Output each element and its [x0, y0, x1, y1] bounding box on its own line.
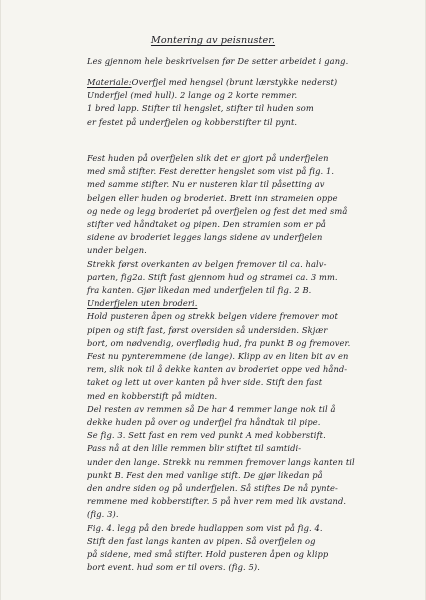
instruction-line: Del resten av remmen så De har 4 remmer lange nok til å	[87, 403, 336, 414]
instruction-line: med samme stifter. Nu er nusteren klar til påsetting av	[87, 179, 325, 190]
instruction-line: Pass nå at den lille remmen blir stiftet til samtidi-	[87, 443, 302, 454]
instruction-line: Fest nu pynteremmene (de lange). Klipp av en liten bit av en	[87, 351, 349, 362]
instruction-line: pipen og stift fast, først oversiden så undersiden. Skjær	[87, 324, 328, 335]
materials-section	[87, 76, 387, 129]
instruction-line: Se fig. 3. Sett fast en rem ved punkt A med kobberstift.	[87, 430, 326, 441]
materials-line	[87, 76, 387, 89]
instruction-line: Stift den fast langs kanten av pipen. Så overfjelen og	[87, 535, 316, 546]
instruction-line: Fest huden på overfjelen slik det er gjort på underfjelen	[87, 153, 329, 163]
instruction-line: stifter ved håndtaket og pipen. Den stramien som er på	[87, 219, 326, 230]
instruction-line: fra kanten. Gjør likedan med underfjelen til fig. 2 B.	[87, 285, 312, 296]
intro-paragraph	[87, 55, 387, 68]
instruction-line: bort event. hud som er til overs. (fig. 5).	[87, 562, 260, 573]
instruction-line: (fig. 3).	[87, 509, 119, 520]
intro-line: Les gjennom hele beskrivelsen før De setter arbeidet i gang.	[87, 56, 349, 66]
instruction-line: under den lange. Strekk nu remmen fremover langs kanten til	[87, 456, 355, 467]
materials-line: Underfjel (med hull). 2 lange og 2 korte remmer.	[87, 90, 298, 101]
instruction-line: taket og lett ut over kanten på hver side. Stift den fast	[87, 377, 323, 388]
page-title: Montering av peisnuster.	[150, 35, 276, 46]
instruction-line: Strekk først overkanten av belgen fremover til ca. halv-	[87, 258, 327, 269]
instructions-section	[87, 152, 387, 575]
materials-line: 1 bred lapp. Stifter til hengslet, stifter til huden som	[87, 103, 314, 114]
materials-line: er festet på underfjelen og kobberstifter til pynt.	[87, 116, 298, 127]
instruction-line: Hold pusteren åpen og strekk belgen videre fremover mot	[87, 311, 338, 322]
instruction-line: rem, slik nok til å dekke kanten av broderiet oppe ved hånd-	[87, 364, 348, 375]
instruction-line: Fig. 4. legg på den brede hudlappen som vist på fig. 4.	[87, 522, 323, 533]
instruction-line: på sidene, med små stifter. Hold pusteren åpen og klipp	[87, 549, 329, 560]
instruction-line: sidene av broderiet legges langs sidene av underfjelen	[87, 232, 323, 243]
materials-label: Materiale:	[87, 77, 132, 87]
instruction-line: dekke huden på over og underfjel fra håndtak til pipe.	[87, 417, 321, 428]
instruction-line: og nede og legg broderiet på overfjelen og fest det med små	[87, 205, 348, 216]
instruction-line: Underfjelen uten broderi.	[87, 298, 198, 309]
materials-line-text: Overfjel med hengsel (brunt lærstykke nederst)	[131, 77, 338, 87]
instruction-line: remmene med kobberstifter. 5 på hver rem med lik avstand.	[87, 496, 347, 507]
instruction-line: under belgen.	[87, 245, 147, 256]
instruction-line: punkt B. Fest den med vanlige stift. De gjør likedan på	[87, 469, 323, 480]
instruction-line: med en kobberstift på midten.	[87, 390, 218, 401]
instruction-line: med små stifter. Fest deretter hengslet som vist på fig. 1.	[87, 166, 335, 177]
instruction-line: bort, om nødvendig, overflødig hud, fra punkt B og fremover.	[87, 337, 351, 348]
instruction-line: den andre siden og på underfjelen. Så stiftes De nå pynte-	[87, 483, 338, 494]
instruction-line: parten, fig2a. Stift fast gjennom hud og stramei ca. 3 mm.	[87, 271, 338, 282]
instruction-line: belgen eller huden og broderiet. Brett inn strameien oppe	[87, 192, 338, 203]
